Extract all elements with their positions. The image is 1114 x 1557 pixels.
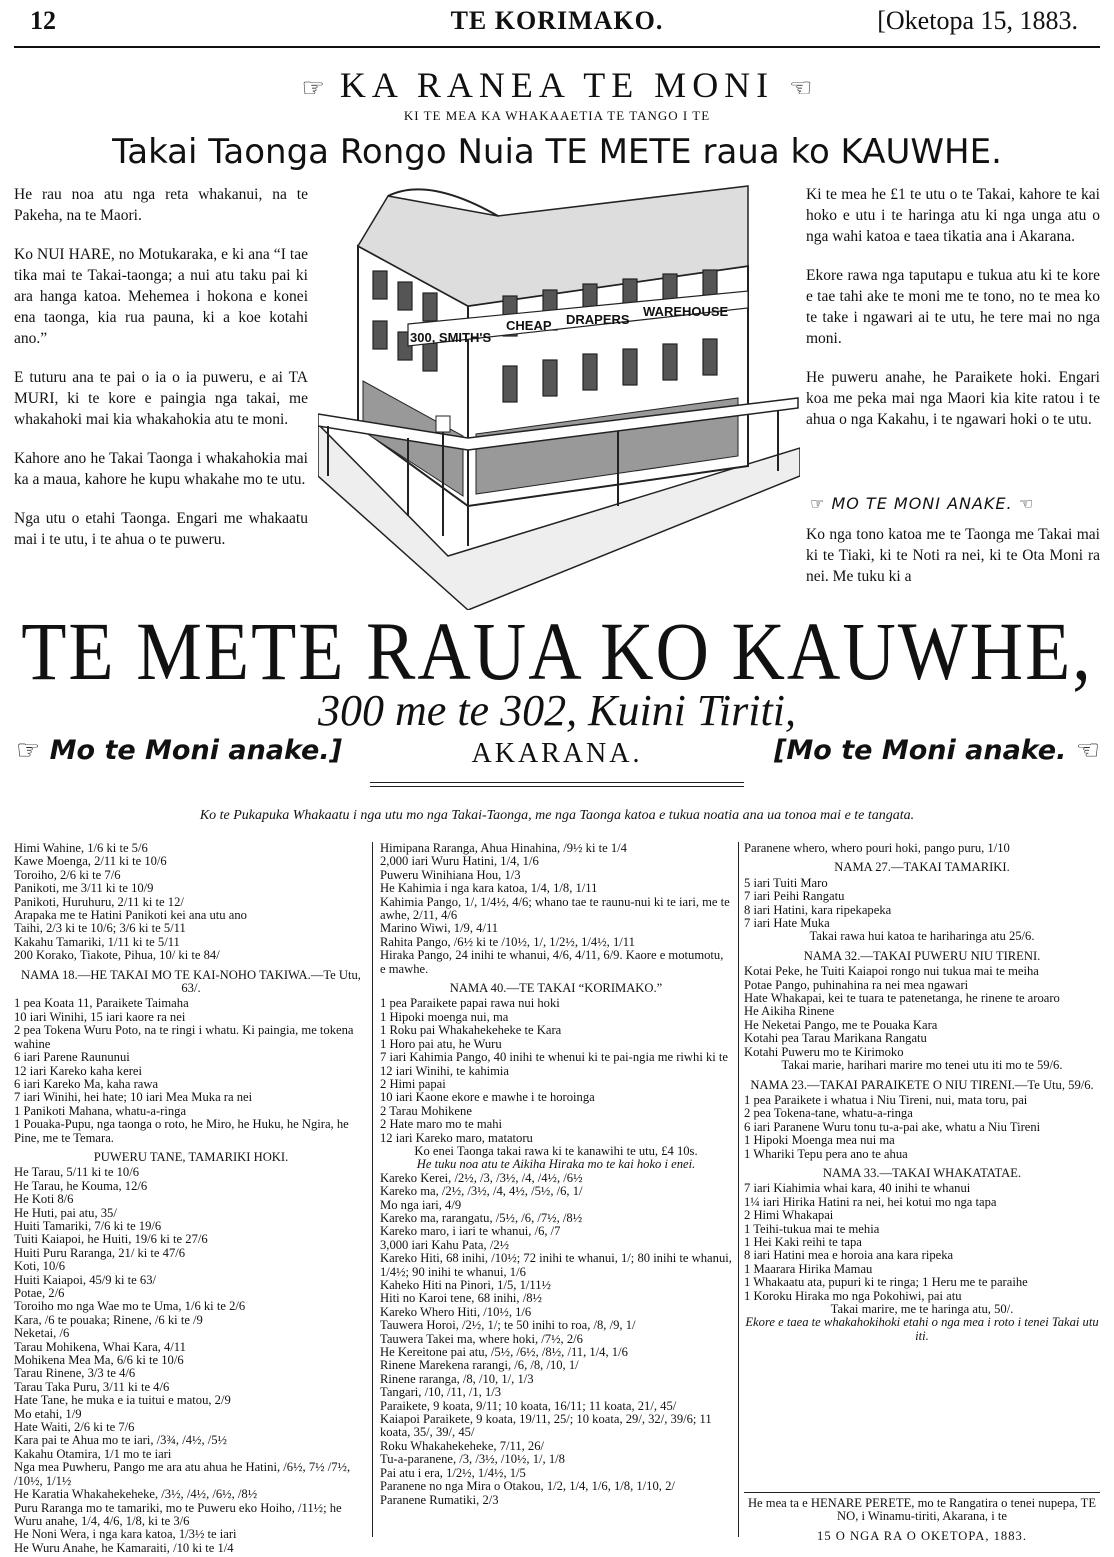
price-item: Rinene Marekena rarangi, /6, /8, /10, 1/ <box>380 1358 579 1373</box>
price-item: Kareko maro, i iari te whanui, /6, /7 <box>380 1224 561 1239</box>
price-item: He Neketai Pango, me te Pouaka Kara <box>744 1017 938 1032</box>
price-item: Kotahi pea Tarau Marikana Rangatu <box>744 1031 927 1046</box>
price-item: Pai atu i era, 1/2½, 1/4½, 1/5 <box>380 1465 526 1480</box>
price-item: Kaheko Hiti na Pinori, 1/5, 1/11½ <box>380 1278 551 1292</box>
cash-only-right <box>774 735 1100 766</box>
price-column-2 <box>380 842 732 1507</box>
price-item: 2 Himi Whakapai <box>744 1208 834 1223</box>
price-item: 6 iari Parene Raununui <box>14 1050 130 1065</box>
price-item: Kareko Hiti, 68 inihi, /10½; 72 inihi te whanui, 1/; 80 inihi te whanui, 1/4½; 90 inihi te whanui, 1/6 <box>380 1251 732 1279</box>
price-item: Neketai, /6 <box>14 1326 70 1341</box>
price-item: 1 Horo pai atu, he Wuru <box>380 1036 502 1051</box>
sign-cheap: CHEAP <box>506 318 552 333</box>
price-item: 200 Korako, Tiakote, Pihua, 10/ ki te 84/ <box>14 948 220 963</box>
price-item: Hate Tane, he muka e ia tuitui e matou, 2/9 <box>14 1393 231 1408</box>
price-item: Potae, 2/6 <box>14 1286 65 1300</box>
price-note: He tuku noa atu te Aikiha Hiraka mo te kai hoko i enei. <box>416 1157 696 1172</box>
price-item: Tarau Rinene, 3/3 te 4/6 <box>14 1366 136 1381</box>
price-item: 1 pea Paraikete papai rawa nui hoki <box>380 996 560 1011</box>
price-item: 1 Hei Kaki reihi te tapa <box>744 1234 862 1249</box>
advert-left-column <box>14 184 308 568</box>
price-item: Tarau Mohikena, Whai Kara, 4/11 <box>14 1339 186 1354</box>
city-name: AKARANA. <box>471 738 643 769</box>
price-item: Himi Wahine, 1/6 ki te 5/6 <box>14 841 148 855</box>
price-item: He Noni Wera, i nga kara katoa, 1/3½ te iari <box>14 1527 237 1542</box>
pointing-hand-icon: ☜ <box>1018 494 1035 513</box>
price-item: Kotahi Puweru mo te Kirimoko <box>744 1044 904 1059</box>
price-item: He Koti 8/6 <box>14 1192 74 1207</box>
price-item: He Tarau, he Kouma, 12/6 <box>14 1178 148 1193</box>
price-item: Hate Waiti, 2/6 ki te 7/6 <box>14 1420 135 1435</box>
advert-paragraph: Ekore rawa nga taputapu e tukua atu ki te kore e tae tahi ake te moni me te tono, no te mea ko te take i ngawari ai te utu, he tere mai no nga moni. <box>806 267 1100 347</box>
price-section-heading: NAMA 23.—TAKAI PARAIKETE O NIU TIRENI.—Te Utu, 59/6. <box>750 1077 1094 1092</box>
price-item: 12 iari Kareko kaha kerei <box>14 1063 142 1078</box>
price-item: Puweru Winihiana Hou, 1/3 <box>380 867 521 882</box>
banner-text: KA RANEA TE MONI <box>339 65 775 105</box>
header-rule <box>14 46 1100 48</box>
price-item: Potae Pango, puhinahina ra nei mea ngawari <box>744 977 969 992</box>
sign-warehouse: WAREHOUSE <box>643 304 729 319</box>
price-section-heading: NAMA 27.—TAKAI TAMARIKI. <box>834 860 1010 875</box>
price-item: Puru Raranga mo te tamariki, mo te Puweru eko Hoiho, /11½; he Wuru anahe, 1/4, 4/6, 1/8, ki te 3/6 <box>14 1500 342 1528</box>
price-item: 2 pea Tokena Wuru Poto, na te ringi i whatu. Ki paingia, me tokena wahine <box>14 1023 354 1051</box>
advert-paragraph: He puweru anahe, he Paraikete hoki. Engari koa me peka mai nga Maori kia kite ratou i te ahua o nga Kakahu, i te ngawari hoki o te utu. <box>806 369 1100 428</box>
price-item: Mohikena Mea Ma, 6/6 ki te 10/6 <box>14 1353 184 1368</box>
price-item: Mo nga iari, 4/9 <box>380 1197 462 1212</box>
imprint-text: He mea ta e HENARE PERETE, mo te Rangatira o tenei nupepa, TE NO, i Winamu-tiriti, Akarana, i te <box>747 1496 1097 1524</box>
price-item: Kotai Peke, he Tuiti Kaiapoi rongo nui tukua mai te meiha <box>744 964 1039 979</box>
price-item: He Huti, pai atu, 35/ <box>14 1205 117 1220</box>
double-rule <box>370 782 744 787</box>
price-item: Tauwera Takei ma, where hoki, /7½, 2/6 <box>380 1331 583 1346</box>
price-item: 2 Hate maro mo te mahi <box>380 1117 503 1132</box>
price-item: Huiti Puru Raranga, 21/ ki te 47/6 <box>14 1245 186 1260</box>
price-item: 7 iari Winihi, hei hate; 10 iari Mea Muka ra nei <box>14 1090 253 1105</box>
price-section-heading: NAMA 33.—TAKAI WHAKATATAE. <box>822 1165 1022 1180</box>
price-item: Nga mea Puwheru, Pango me ara atu ahua he Hatini, /6½, 7½ /7½, /10½, 1/1½ <box>14 1460 351 1488</box>
price-item: 6 iari Paranene Wuru tonu tu-a-pai ake, whatu a Niu Tireni <box>744 1119 1041 1134</box>
warehouse-illustration <box>318 176 800 610</box>
pointing-hand-icon: ☜ <box>789 73 813 103</box>
cash-only-text: MO TE MONI ANAKE. <box>831 494 1013 513</box>
issue-date: [Oketopa 15, 1883. <box>877 6 1078 35</box>
price-item: Tarau Taka Puru, 3/11 ki te 4/6 <box>14 1379 170 1394</box>
price-item: Arapaka me te Hatini Panikoti kei ana utu ano <box>14 908 247 923</box>
banner-subtitle: KI TE MEA KA WHAKAAETIA TE TANGO I TE <box>403 108 711 123</box>
price-item: 2 Tarau Mohikene <box>380 1103 472 1118</box>
firm-name: TE METE RAUA KO KAUWHE, <box>21 606 1093 698</box>
price-item: Kawe Moenga, 2/11 ki te 10/6 <box>14 854 167 869</box>
advert-paragraph: He rau noa atu nga reta whakanui, na te Pakeha, na te Maori. <box>14 186 308 224</box>
price-item: Roku Whakahekeheke, 7/11, 26/ <box>380 1438 545 1453</box>
price-item: 2 Himi papai <box>380 1076 446 1091</box>
price-item: Paranene no nga Mira o Otakou, 1/2, 1/4, 1/6, 1/8, 1/10, 2/ <box>380 1479 675 1494</box>
advert-headline: Takai Taonga Rongo Nuia TE METE raua ko KAUWHE. <box>112 132 1002 172</box>
price-item: 3,000 iari Kahu Pata, /2½ <box>380 1237 510 1252</box>
cash-only-heading <box>810 494 1100 513</box>
price-item: 10 iari Kaone ekore e mawhe i te horoinga <box>380 1090 595 1105</box>
cash-only-left-text: Mo te Moni anake.] <box>49 735 342 766</box>
price-item: He Wuru Anahe, he Kamaraiti, /10 ki te 1/4 <box>14 1540 234 1555</box>
price-item: 8 iari Hatini, kara ripekapeka <box>744 902 892 917</box>
firm-address: 300 me te 302, Kuini Tiriti, <box>318 686 796 735</box>
price-section-heading: NAMA 40.—TE TAKAI “KORIMAKO.” <box>449 981 663 996</box>
price-item: 5 iari Tuiti Maro <box>744 875 828 890</box>
advert-paragraph: Nga utu o etahi Taonga. Engari me whakaatu mai i te utu, i te ahua o te puweru. <box>14 510 308 548</box>
price-item: Kareko Kerei, /2½, /3, /3½, /4, /4½, /6½ <box>380 1170 583 1185</box>
price-item: 2,000 iari Wuru Hatini, 1/4, 1/6 <box>380 854 539 869</box>
price-item: 8 iari Hatini mea e horoia ana kara ripeka <box>744 1248 954 1263</box>
pointing-hand-icon: ☜ <box>1075 735 1100 766</box>
price-item: Marino Wiwi, 1/9, 4/11 <box>380 921 499 936</box>
price-item: Kakahu Otamira, 1/1 mo te iari <box>14 1446 172 1461</box>
printer-imprint <box>744 1497 1100 1543</box>
price-item: Paranene whero, whero pouri hoki, pango puru, 1/10 <box>744 841 1010 855</box>
price-item: He Tarau, 5/11 ki te 10/6 <box>14 1165 140 1180</box>
price-item: 1 pea Paraikete i whatua i Niu Tireni, nui, mata toru, pai <box>744 1092 1028 1107</box>
price-item: He Aikiha Rinene <box>744 1004 835 1019</box>
advert-right-column <box>806 184 1100 448</box>
price-item: Paranene Rumatiki, 2/3 <box>380 1492 499 1507</box>
price-item: Kara pai te Ahua mo te iari, /3¾, /4½, /5½ <box>14 1433 227 1448</box>
price-item: Huiti Kaiapoi, 45/9 ki te 63/ <box>14 1272 157 1287</box>
price-item: 1 Pouaka-Pupu, nga taonga o roto, he Miro, he Huku, he Ngira, he Pine, me te Temara. <box>14 1117 349 1145</box>
price-item: He Kereitone pai atu, /5½, /6½, /8½, /11, 1/4, 1/6 <box>380 1345 628 1360</box>
price-item: Kaiapoi Paraikete, 9 koata, 19/11, 25/; 10 koata, 29/, 32/, 39/6; 11 koata, 35/, 39/, 45/ <box>380 1412 712 1440</box>
price-item: 12 iari Kareko maro, matatoru <box>380 1130 533 1145</box>
column-divider <box>372 842 373 1537</box>
price-item: 1 pea Koata 11, Paraikete Taimaha <box>14 996 189 1011</box>
sign-drapers: DRAPERS <box>566 312 630 327</box>
price-column-1 <box>14 842 368 1555</box>
price-item: 1 Hipoki moenga nui, ma <box>380 1009 509 1024</box>
price-item: Tuiti Kaiapoi, he Huiti, 19/6 ki te 27/6 <box>14 1232 208 1247</box>
price-item: Tangari, /10, /11, /1, 1/3 <box>380 1385 502 1400</box>
banner <box>0 64 1114 106</box>
cash-only-right-text: [Mo te Moni anake. <box>774 735 1067 766</box>
price-item: Toroiho mo nga Wae mo te Uma, 1/6 ki te 2/6 <box>14 1299 246 1314</box>
price-item: Tu-a-paranene, /3, /3½, /10½, 1/, 1/8 <box>380 1452 565 1467</box>
price-item: He Kahimia i nga kara katoa, 1/4, 1/8, 1/11 <box>380 881 598 896</box>
price-item: Panikoti, me 3/11 ki te 10/9 <box>14 881 154 896</box>
price-item: 1 Teihi-tukua mai te mehia <box>744 1221 880 1236</box>
price-item: Kareko Whero Hiti, /10½, 1/6 <box>380 1304 532 1319</box>
price-section-heading: NAMA 32.—TAKAI PUWERU NIU TIRENI. <box>803 948 1041 963</box>
masthead: TE KORIMAKO. <box>450 6 664 35</box>
price-item: Kara, /6 te pouaka; Rinene, /6 ki te /9 <box>14 1312 203 1327</box>
price-item: 1 Panikoti Mahana, whatu-a-ringa <box>14 1103 187 1118</box>
price-note: Ekore e taea te whakahokihoki etahi o nga mea i roto i tenei Takai utu iti. <box>745 1315 1099 1343</box>
price-item: Paraikete, 9 koata, 9/11; 10 koata, 16/11; 11 koata, 21/, 45/ <box>380 1398 677 1413</box>
price-section-heading: NAMA 18.—HE TAKAI MO TE KAI-NOHO TAKIWA.—Te Utu, 63/. <box>21 967 361 996</box>
price-item: 2 pea Tokena-tane, whatu-a-ringa <box>744 1106 913 1121</box>
price-item: Hiraka Pango, 24 inihi te whanui, 4/6, 4/11, 6/9. Kaore e motumotu, e mawhe. <box>380 948 724 976</box>
price-item: Toroiho, 2/6 ki te 7/6 <box>14 867 121 882</box>
price-item: Koti, 10/6 <box>14 1259 66 1274</box>
price-item: 1 Whariki Tepu pera ano te ahua <box>744 1146 908 1161</box>
price-item: Kareko ma, rarangatu, /5½, /6, /7½, /8½ <box>380 1210 583 1225</box>
price-item: 1 Maarara Hirika Mamau <box>744 1261 873 1276</box>
price-item: 7 iari Kahimia Pango, 40 inihi te whenui ki te pai-ngia me riwhi ki te 12 iari Winihi, te kahimia <box>380 1050 729 1078</box>
price-item: Rinene raranga, /8, /10, 1/, 1/3 <box>380 1371 534 1386</box>
pointing-hand-icon: ☞ <box>301 73 325 103</box>
advert-paragraph: Kahore ano he Takai Taonga i whakahokia mai ka a maua, kahore he kupu whakahe mo te utu. <box>14 450 308 488</box>
advert-right-tail <box>806 524 1100 605</box>
pointing-hand-icon: ☞ <box>16 735 41 766</box>
price-item: Kahimia Pango, 1/, 1/4½, 4/6; whano tae te raunu-nui ki te iari, me te awhe, 2/11, 4/6 <box>380 894 730 923</box>
price-note: Takai marire, me te haringa atu, 50/. <box>830 1302 1014 1316</box>
advert-paragraph: Ko nga tono katoa me te Taonga me Takai mai ki te Tiaki, ki te Noti ra nei, ki te Ota Moni ra nei. Me tuku ki a <box>806 526 1100 585</box>
price-note: Takai marie, harihari marire mo tenei utu iti mo te 59/6. <box>781 1058 1063 1073</box>
price-item: Tauwera Horoi, /2½, 1/; te 50 inihi to roa, /8, /9, 1/ <box>380 1318 636 1333</box>
price-item: 1 Roku pai Whakahekeheke te Kara <box>380 1023 562 1038</box>
price-item: Hiti no Karoi tene, 68 inihi, /8½ <box>380 1291 542 1306</box>
price-item: Panikoti, Huruhuru, 2/11 ki te 12/ <box>14 894 184 909</box>
sign-smiths: 300, SMITH'S <box>410 330 492 345</box>
advert-paragraph: Ko NUI HARE, no Motukaraka, e ki ana “I tae tika mai te Takai-taonga; a nui atu taku pai ki ara hanga katoa. Mehemea i hokona e konei ena taonga, kia rua pauna, ki a koe kotahi ano.” <box>14 246 308 347</box>
price-item: Hate Whakapai, kei te tuara te patenetanga, he rinene te aroaro <box>744 991 1060 1006</box>
price-item: 1¼ iari Hirika Hatini ra nei, hei kotui mo nga tapa <box>744 1194 997 1209</box>
price-item: 1 Hipoki Moenga mea nui ma <box>744 1133 895 1148</box>
page-number: 12 <box>30 6 56 35</box>
imprint-date: 15 O NGA RA O OKETOPA, 1883. <box>817 1528 1027 1543</box>
price-item: 7 iari Hate Muka <box>744 916 830 931</box>
price-item: Mo etahi, 1/9 <box>14 1406 82 1421</box>
price-section-heading: PUWERU TANE, TAMARIKI HOKI. <box>93 1149 289 1164</box>
price-item: 1 Koroku Hiraka mo nga Pokohiwi, pai atu <box>744 1288 962 1303</box>
price-item: 10 iari Winihi, 15 iari kaore ra nei <box>14 1009 186 1024</box>
price-item: Taihi, 2/3 ki te 10/6; 3/6 ki te 5/11 <box>14 921 186 936</box>
price-item: 6 iari Kareko Ma, kaha rawa <box>14 1076 159 1091</box>
price-item: 1 Whakaatu ata, pupuri ki te ringa; 1 Heru me te paraihe <box>744 1275 1028 1290</box>
price-item: Rahita Pango, /6½ ki te /10½, 1/, 1/2½, 1/4½, 1/11 <box>380 934 635 949</box>
advert-paragraph: E tuturu ana te pai o ia o ia puweru, e ai TA MURI, ki te kore e paingia nga takai, me whakahoki mai kia whakahokia atu te moni. <box>14 369 308 428</box>
price-item: Huiti Tamariki, 7/6 ki te 19/6 <box>14 1218 162 1233</box>
price-item: Kakahu Tamariki, 1/11 ki te 5/11 <box>14 934 180 949</box>
price-item: 7 iari Kiahimia whai kara, 40 inihi te whanui <box>744 1181 971 1196</box>
column-divider <box>738 842 739 1537</box>
price-item: Himipana Raranga, Ahua Hinahina, /9½ ki te 1/4 <box>380 841 627 855</box>
footer-rule <box>744 1492 1100 1493</box>
price-item: Kareko ma, /2½, /3½, /4, 4½, /5½, /6, 1/ <box>380 1184 583 1199</box>
pointing-hand-icon: ☞ <box>810 494 826 513</box>
price-list-intro: Ko te Pukapuka Whakaatu i nga utu mo nga Takai-Taonga, me nga Taonga katoa e tukua noatia ana ua tonoa mai e te tangata. <box>199 808 915 823</box>
price-note: Takai rawa hui katoa te hariharinga atu 25/6. <box>809 929 1035 944</box>
advert-paragraph: Ki te mea he £1 te utu o te Takai, kahore te kai hoko e utu i te haringa atu ki nga unga atu o nga wahi katoa e taea tikatia ana i Akarana. <box>806 186 1100 245</box>
price-note: Ko enei Taonga takai rawa ki te kanawihi te utu, £4 10s. <box>414 1143 698 1158</box>
price-item: 7 iari Peihi Rangatu <box>744 889 845 904</box>
price-column-3 <box>744 842 1100 1343</box>
price-item: He Karatia Whakahekeheke, /3½, /4½, /6½, /8½ <box>14 1487 258 1502</box>
